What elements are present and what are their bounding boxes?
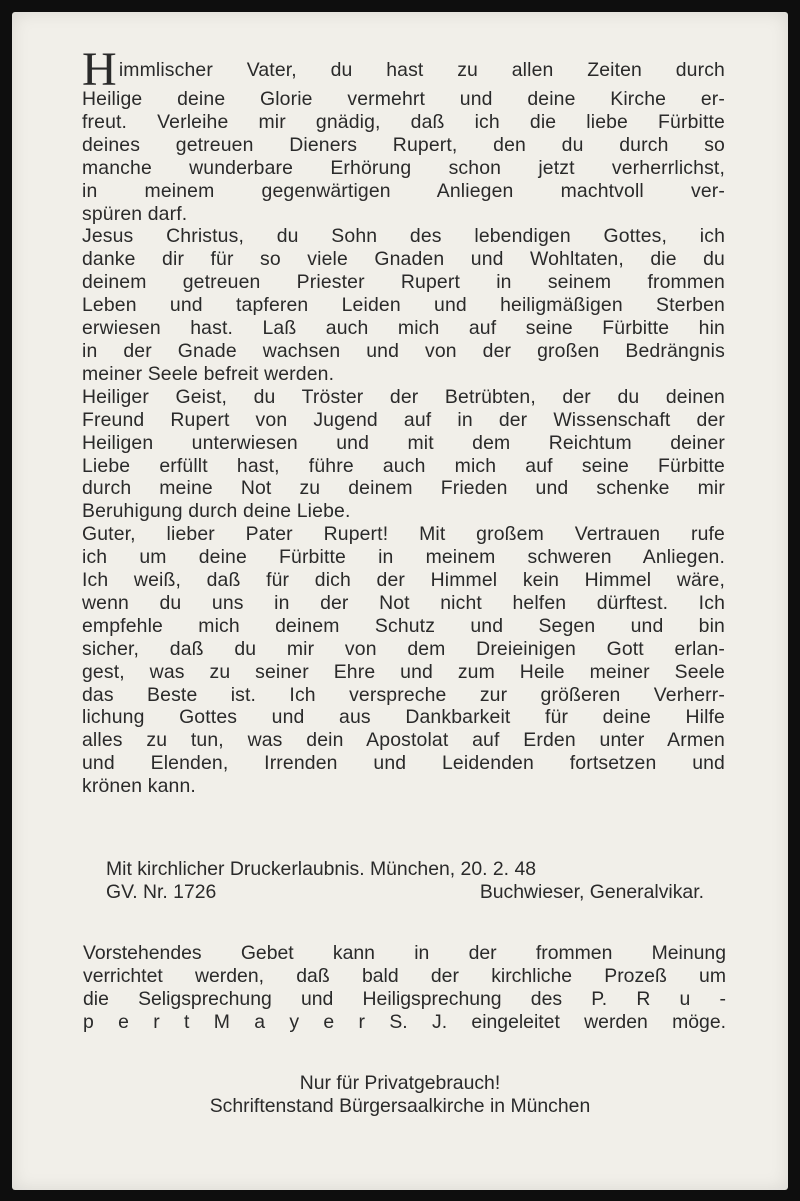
prayer-paragraph-son [82, 225, 725, 385]
prayer-line: deines getreuen Dieners Rupert, den du durch so [82, 133, 725, 156]
imprimatur-line [106, 881, 704, 904]
prayer-line: Heiligen unterwiesen und mit dem Reichtum deiner [82, 431, 725, 454]
prayer-text [82, 43, 725, 798]
prayer-line: Freund Rupert von Jugend auf in der Wissenschaft der [82, 408, 725, 431]
imprimatur-permission: Mit kirchlicher Druckerlaubnis. München, 20. 2. 48 [106, 858, 537, 880]
prayer-line: gest, was zu seiner Ehre und zum Heile meiner Seele [82, 660, 725, 683]
footer [0, 1072, 800, 1117]
drop-cap-initial: H [82, 43, 117, 96]
prayer-paragraph-spirit [82, 386, 725, 523]
prayer-line: krönen kann. [82, 775, 196, 798]
publisher-line: Schriftenstand Bürgersaalkirche in München [209, 1094, 591, 1117]
prayer-line: manche wunderbare Erhörung schon jetzt verherrlichst, [82, 156, 725, 179]
prayer-line: durch meine Not zu deinem Frieden und schenke mir [82, 477, 725, 500]
prayer-line: das Beste ist. Ich verspreche zur größeren Verherr- [82, 683, 725, 706]
prayer-line: Beruhigung durch deine Liebe. [82, 500, 351, 523]
prayer-line: sicher, daß du mir von dem Dreieinigen Gott erlan- [82, 637, 725, 660]
prayer-line: in der Gnade wachsen und von der großen Bedrängnis [82, 339, 725, 362]
imprimatur [106, 858, 704, 904]
imprimatur-line [106, 858, 704, 881]
prayer-line: Leben und tapferen Leiden und heiligmäßigen Sterben [82, 294, 725, 317]
prayer-line: Heilige deine Glorie vermehrt und deine Kirche er- [82, 88, 725, 110]
prayer-line: Ich weiß, daß für dich der Himmel kein Himmel wäre, [82, 569, 725, 592]
prayer-line: empfehle mich deinem Schutz und Segen und bin [82, 614, 725, 637]
prayer-line: Heiliger Geist, du Tröster der Betrübten, der du deinen [82, 385, 725, 408]
note-line: verrichtet werden, daß bald der kirchliche Prozeß um [83, 964, 726, 987]
prayer-line: danke dir für so viele Gnaden und Wohltaten, die du [82, 248, 725, 271]
prayer-line: meiner Seele befreit werden. [82, 362, 335, 385]
note-line: p e r t M a y e r S. J. eingeleitet werden möge. [83, 1010, 726, 1033]
prayer-line: Himmlischer Vater, du hast zu allen Zeiten durch [82, 43, 725, 96]
prayer-line: spüren darf. [82, 202, 188, 225]
prayer-line: Jesus Christus, du Sohn des lebendigen Gottes, ich [82, 225, 725, 248]
private-use-notice: Nur für Privatgebrauch! [299, 1072, 501, 1094]
note-line: die Seligsprechung und Heiligsprechung des P. R u - [83, 987, 726, 1010]
prayer-line: Liebe erfüllt hast, führe auch mich auf seine Fürbitte [82, 454, 725, 477]
beatification-note [83, 942, 726, 1034]
prayer-line: alles zu tun, was dein Apostolat auf Erden unter Armen [82, 729, 725, 752]
prayer-line: erwiesen hast. Laß auch mich auf seine Fürbitte hin [82, 317, 725, 340]
prayer-line: lichung Gottes und aus Dankbarkeit für deine Hilfe [82, 706, 725, 729]
prayer-paragraph-rupert [82, 523, 725, 798]
imprimatur-number: GV. Nr. 1726 [106, 881, 217, 903]
prayer-line: ich um deine Fürbitte in meinem schweren Anliegen. [82, 546, 725, 569]
prayer-line: Guter, lieber Pater Rupert! Mit großem Vertrauen rufe [82, 523, 725, 546]
prayer-paragraph-father [82, 43, 725, 225]
prayer-line: wenn du uns in der Not nicht helfen dürftest. Ich [82, 591, 725, 614]
prayer-line: und Elenden, Irrenden und Leidenden fortsetzen und [82, 752, 725, 775]
prayer-line: freut. Verleihe mir gnädig, daß ich die liebe Fürbitte [82, 110, 725, 133]
prayer-line: deinem getreuen Priester Rupert in seinem frommen [82, 271, 725, 294]
prayer-line: in meinem gegenwärtigen Anliegen machtvoll ver- [82, 179, 725, 202]
imprimatur-signatory: Buchwieser, Generalvikar. [479, 881, 704, 903]
note-line: Vorstehendes Gebet kann in der frommen Meinung [83, 942, 726, 964]
